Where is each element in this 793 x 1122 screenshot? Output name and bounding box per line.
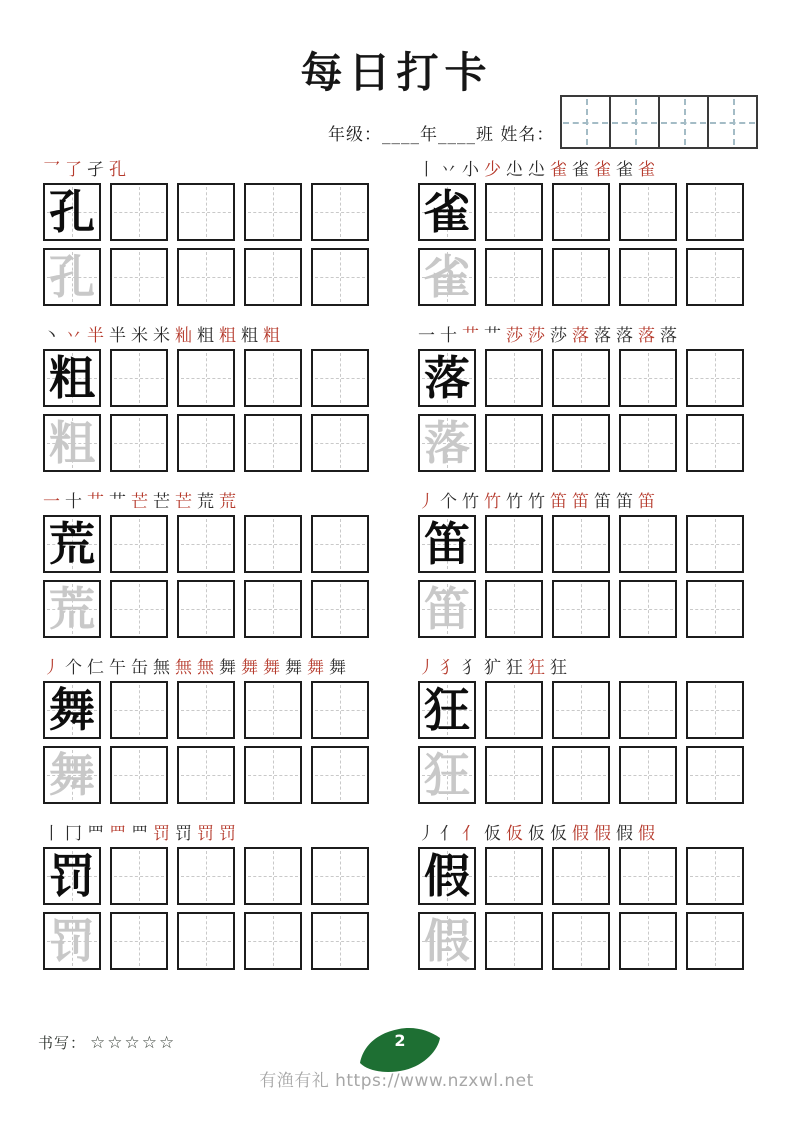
stroke-order-glyph: 冂 [65,824,82,844]
practice-box-row [43,183,375,241]
character-block-笛 [418,488,750,638]
stroke-order-glyph: 莎 [506,326,523,346]
example-character: 舞 [49,683,95,737]
stroke-order-glyph: 荒 [219,492,236,512]
stroke-order-sequence [418,322,750,348]
stroke-order-glyph: 荒 [197,492,214,512]
stroke-order-glyph: 丨 [43,824,60,844]
stroke-order-glyph: 竹 [484,492,501,512]
stroke-order-glyph: 半 [109,326,126,346]
practice-box-row [418,248,750,306]
practice-box [686,248,744,306]
practice-box [552,183,610,241]
stroke-order-glyph: 犷 [484,658,501,678]
stroke-order-glyph: 雀 [572,160,589,180]
practice-box [686,515,744,573]
practice-box [485,912,543,970]
rating-stars: ☆☆☆☆☆ [90,1032,177,1053]
stroke-order-glyph: 罚 [219,824,236,844]
name-grid-cell [562,97,611,147]
stroke-order-glyph: 笛 [572,492,589,512]
practice-box [686,349,744,407]
practice-box [177,414,235,472]
practice-box [311,248,369,306]
stroke-order-glyph: 舞 [263,658,280,678]
stroke-order-sequence [418,820,750,846]
stroke-order-glyph: 落 [616,326,633,346]
practice-box-row [43,515,375,573]
practice-box [485,414,543,472]
trace-character: 落 [424,416,470,470]
name-grid-cell [709,97,756,147]
stroke-order-glyph: 缶 [131,658,148,678]
stroke-order-glyph: 仮 [484,824,501,844]
practice-box-row [43,248,375,306]
stroke-order-glyph: 十 [440,326,457,346]
example-character: 假 [424,849,470,903]
practice-box-row [43,746,375,804]
trace-character: 笛 [424,582,470,636]
practice-box [43,248,101,306]
stroke-order-glyph: 犭 [440,658,457,678]
practice-box-row [418,912,750,970]
trace-character: 雀 [424,250,470,304]
stroke-order-glyph: 竹 [506,492,523,512]
stroke-order-glyph: 丶 [43,326,60,346]
practice-box [418,414,476,472]
stroke-order-glyph: 粗 [219,326,236,346]
stroke-order-glyph: 艹 [87,492,104,512]
example-character: 罚 [49,849,95,903]
stroke-order-glyph: 舞 [285,658,302,678]
stroke-order-glyph: 十 [65,492,82,512]
practice-box [110,746,168,804]
character-block-荒 [43,488,375,638]
rating-line [38,1032,176,1053]
practice-box [418,847,476,905]
stroke-order-glyph: 米 [153,326,170,346]
practice-box-row [43,912,375,970]
example-character: 荒 [49,517,95,571]
practice-box [43,681,101,739]
stroke-order-glyph: 仮 [550,824,567,844]
practice-box [619,515,677,573]
example-character: 笛 [424,517,470,571]
stroke-order-glyph: 艹 [109,492,126,512]
trace-character: 粗 [49,416,95,470]
character-block-雀 [418,156,750,306]
stroke-order-glyph: 雀 [638,160,655,180]
stroke-order-glyph: 笛 [616,492,633,512]
practice-box [686,847,744,905]
stroke-order-glyph: 粗 [263,326,280,346]
practice-box [110,912,168,970]
practice-box-row [418,746,750,804]
stroke-order-glyph: 狂 [506,658,523,678]
stroke-order-glyph: 尐 [506,160,523,180]
stroke-order-glyph: 一 [43,492,60,512]
stroke-order-glyph: 雀 [550,160,567,180]
practice-box [311,349,369,407]
stroke-order-glyph: 雀 [616,160,633,180]
practice-box [485,349,543,407]
stroke-order-sequence [43,322,375,348]
stroke-order-glyph: 舞 [241,658,258,678]
practice-box [485,681,543,739]
stroke-order-glyph: 芒 [175,492,192,512]
practice-box [418,912,476,970]
stroke-order-sequence [43,156,375,182]
rating-label: 书写： [38,1034,87,1052]
practice-box [311,183,369,241]
section-row [43,654,750,804]
practice-box [43,912,101,970]
practice-box [552,515,610,573]
stroke-order-glyph: 小 [462,160,479,180]
stroke-order-glyph: 莎 [550,326,567,346]
stroke-order-glyph: 午 [109,658,126,678]
stroke-order-glyph: 無 [175,658,192,678]
stroke-order-glyph: 笛 [638,492,655,512]
section-row [43,156,750,306]
practice-box [619,183,677,241]
practice-box [485,515,543,573]
practice-box [177,349,235,407]
stroke-order-glyph: 仮 [528,824,545,844]
example-character: 粗 [49,351,95,405]
practice-box [485,183,543,241]
stroke-order-glyph: 丷 [440,160,457,180]
practice-box [552,746,610,804]
stroke-order-glyph: 假 [616,824,633,844]
stroke-order-glyph: 艹 [484,326,501,346]
practice-box [177,515,235,573]
practice-box [177,183,235,241]
stroke-order-glyph: 假 [572,824,589,844]
stroke-order-glyph: 丿 [418,492,435,512]
character-block-孔 [43,156,375,306]
stroke-order-glyph: 艹 [462,326,479,346]
practice-box [110,681,168,739]
practice-box [110,349,168,407]
practice-box [311,847,369,905]
stroke-order-glyph: 落 [572,326,589,346]
practice-box [177,847,235,905]
stroke-order-glyph: 米 [131,326,148,346]
site-link: 有渔有礼 https://www.nzxwl.net [259,1071,534,1091]
practice-box [43,746,101,804]
stroke-order-glyph: 竹 [462,492,479,512]
practice-box [177,681,235,739]
practice-box [552,580,610,638]
practice-box [485,580,543,638]
stroke-order-glyph: 竹 [528,492,545,512]
stroke-order-glyph: 落 [594,326,611,346]
trace-character: 孔 [49,250,95,304]
practice-box-row [418,414,750,472]
practice-box [418,349,476,407]
stroke-order-glyph: 罒 [109,824,126,844]
stroke-order-glyph: 尐 [528,160,545,180]
practice-box [418,580,476,638]
practice-box [619,414,677,472]
stroke-order-glyph: 狂 [550,658,567,678]
trace-character: 荒 [49,582,95,636]
section-row [43,820,750,970]
stroke-order-glyph: 孔 [109,160,126,180]
practice-box [485,746,543,804]
practice-box-row [43,847,375,905]
practice-box [177,912,235,970]
stroke-order-sequence [43,820,375,846]
stroke-order-sequence [418,488,750,514]
character-block-粗 [43,322,375,472]
character-block-假 [418,820,750,970]
practice-box [43,414,101,472]
practice-box [110,847,168,905]
stroke-order-glyph: 芒 [153,492,170,512]
stroke-order-glyph: 了 [65,160,82,180]
practice-box-row [43,349,375,407]
practice-box [686,183,744,241]
practice-box [110,183,168,241]
stroke-order-glyph: 莎 [528,326,545,346]
practice-box [43,515,101,573]
stroke-order-glyph: 罒 [87,824,104,844]
stroke-order-glyph: 罒 [131,824,148,844]
practice-box [552,349,610,407]
character-block-狂 [418,654,750,804]
stroke-order-glyph: 落 [638,326,655,346]
practice-box [418,183,476,241]
stroke-order-glyph: 無 [197,658,214,678]
stroke-order-sequence [418,156,750,182]
example-character: 落 [424,351,470,405]
practice-box [619,580,677,638]
trace-character: 舞 [49,748,95,802]
practice-box [619,912,677,970]
stroke-order-glyph: 狂 [528,658,545,678]
practice-box [686,912,744,970]
stroke-order-glyph: 罚 [153,824,170,844]
practice-box-row [418,349,750,407]
character-block-罚 [43,820,375,970]
stroke-order-glyph: 無 [153,658,170,678]
practice-box [311,580,369,638]
practice-box [619,746,677,804]
practice-box [311,515,369,573]
practice-box [552,912,610,970]
stroke-order-glyph: 亻 [462,824,479,844]
stroke-order-glyph: 孑 [87,160,104,180]
stroke-order-glyph: 一 [418,326,435,346]
stroke-order-glyph: 丿 [418,658,435,678]
practice-box-row [418,681,750,739]
stroke-order-glyph: 少 [484,160,501,180]
section-row [43,488,750,638]
section-row [43,322,750,472]
stroke-order-glyph: 舞 [219,658,236,678]
practice-box [244,183,302,241]
stroke-order-glyph: 粗 [197,326,214,346]
practice-box [686,746,744,804]
practice-box-row [43,681,375,739]
practice-box [110,515,168,573]
page-number: 2 [394,1031,406,1050]
practice-box [244,349,302,407]
practice-box [418,746,476,804]
practice-box [244,847,302,905]
stroke-order-glyph: 丿 [418,824,435,844]
practice-box [619,248,677,306]
practice-box [110,580,168,638]
practice-box [244,414,302,472]
trace-character: 假 [424,914,470,968]
stroke-order-glyph: 个 [65,658,82,678]
practice-box-row [418,847,750,905]
example-character: 雀 [424,185,470,239]
practice-box [311,681,369,739]
practice-box [619,349,677,407]
header [328,95,758,149]
practice-box [244,248,302,306]
stroke-order-glyph: 仁 [87,658,104,678]
stroke-order-glyph: 犭 [462,658,479,678]
practice-box [686,681,744,739]
stroke-order-glyph: 雀 [594,160,611,180]
practice-box [244,580,302,638]
practice-box [43,183,101,241]
practice-box [686,580,744,638]
practice-box [418,248,476,306]
practice-box [43,349,101,407]
stroke-order-sequence [418,654,750,680]
stroke-order-sequence [43,488,375,514]
practice-box-row [43,414,375,472]
class-name-line: 年级：____年____班 姓名： [328,125,555,145]
stroke-order-glyph: 落 [660,326,677,346]
stroke-order-glyph: 籼 [175,326,192,346]
practice-box [485,847,543,905]
practice-box [110,248,168,306]
practice-box-row [418,183,750,241]
stroke-order-glyph: 笛 [594,492,611,512]
stroke-order-glyph: 笛 [550,492,567,512]
stroke-order-glyph: 芒 [131,492,148,512]
practice-box-row [418,515,750,573]
character-block-舞 [43,654,375,804]
stroke-order-glyph: 罚 [197,824,214,844]
practice-box [244,515,302,573]
practice-box [552,681,610,739]
practice-box [43,580,101,638]
stroke-order-glyph: 个 [440,492,457,512]
stroke-order-glyph: 仮 [506,824,523,844]
stroke-order-glyph: 丨 [418,160,435,180]
stroke-order-glyph: 假 [594,824,611,844]
practice-box-row [418,580,750,638]
page-title: 每日打卡 [300,48,493,97]
practice-box [244,746,302,804]
practice-box [311,746,369,804]
stroke-order-glyph: 丿 [43,658,60,678]
practice-box [552,847,610,905]
practice-box [552,248,610,306]
stroke-order-glyph: 半 [87,326,104,346]
practice-box [177,248,235,306]
stroke-order-glyph: 舞 [307,658,324,678]
stroke-order-sequence [43,654,375,680]
practice-box [686,414,744,472]
practice-box [110,414,168,472]
practice-box [552,414,610,472]
stroke-order-glyph: 丷 [65,326,82,346]
stroke-order-glyph: 假 [638,824,655,844]
stroke-order-glyph: 亻 [440,824,457,844]
practice-box [177,746,235,804]
practice-box [311,414,369,472]
name-grid-cell [611,97,660,147]
practice-box [244,681,302,739]
trace-character: 罚 [49,914,95,968]
practice-box [418,515,476,573]
stroke-order-glyph: 舞 [329,658,346,678]
trace-character: 狂 [424,748,470,802]
practice-box [311,912,369,970]
practice-box [418,681,476,739]
practice-box-row [43,580,375,638]
practice-box [43,847,101,905]
practice-box [619,681,677,739]
stroke-order-glyph: 乛 [43,160,60,180]
practice-box [485,248,543,306]
character-block-落 [418,322,750,472]
practice-box [177,580,235,638]
name-grid [560,95,758,149]
example-character: 孔 [49,185,95,239]
example-character: 狂 [424,683,470,737]
name-grid-cell [660,97,709,147]
stroke-order-glyph: 罚 [175,824,192,844]
practice-box [619,847,677,905]
practice-box [244,912,302,970]
practice-sections [43,156,750,986]
stroke-order-glyph: 粗 [241,326,258,346]
